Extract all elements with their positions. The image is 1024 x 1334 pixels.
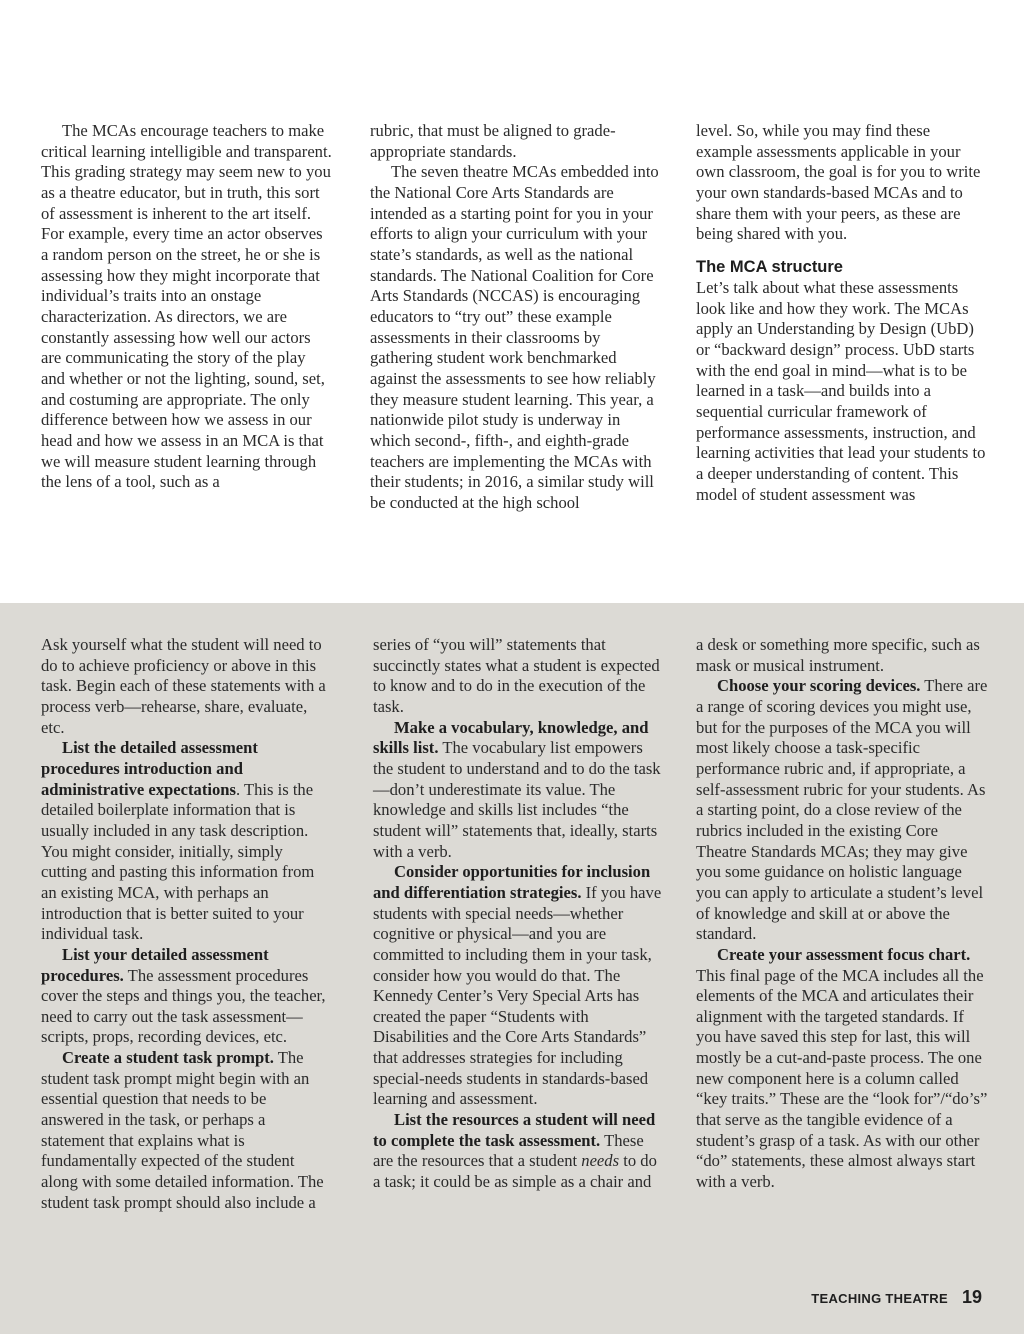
sidebar-paragraph: series of “you will” statements that succinctly states what a student is expected to know and to do in the execution of the task. <box>373 635 660 716</box>
step-text: . This is the detailed boilerplate information that is usually included in any task description. You might consider, initially, simply cutting and pasting this information from an existing MCA, with perhaps an introduction that is better suited to your individual task. <box>41 779 315 944</box>
step-heading: Consider opportunities for inclusion and differentiation strategies. <box>373 862 651 902</box>
section-heading: The MCA structure <box>696 257 843 276</box>
article-column-3 <box>696 121 988 505</box>
sidebar-paragraph <box>41 945 333 1048</box>
sidebar-paragraph <box>696 945 988 1193</box>
step-text: There are a range of scoring devices you might use, but for the purposes of the MCA you will most likely choose a task-specific performance rubric and, if appropriate, a self-assessment rubric for your students. As a starting point, do a close review of the rubrics included in the existing Core Theatre Standards MCAs; they may give you some guidance on holistic language you can apply to articulate a student’s level of knowledge and skill at or above the standard. <box>696 676 988 944</box>
step-text: This final page of the MCA includes all the elements of the MCA and articulates their alignment with the targeted standards. If you have saved this step for last, this will mostly be a cut-and-paste process. The one new component here is a column called “key traits.” These are the “look for”/“do’s” that serve as the tangible evidence of a student’s grasp of a task. As with our other “do” statements, these almost always start with a verb. <box>696 965 988 1192</box>
step-heading: List your detailed assessment procedures. <box>41 944 269 985</box>
step-text: The student task prompt might begin with an essential question that needs to be answered in the task, or perhaps a statement that explains what is fundamentally expected of the student along with some detailed information. The student task prompt should also include a <box>41 1048 324 1212</box>
step-heading: Make a vocabulary, knowledge, and skills list. <box>373 717 649 758</box>
sidebar-paragraph: a desk or something more specific, such as mask or musical instrument. <box>696 635 980 675</box>
article-paragraph: The MCAs encourage teachers to make critical learning intelligible and transparent. This grading strategy may seem new to you as a theatre educator, but in truth, this sort of assessment is inherent to the art itself. For example, every time an actor observes a random person on the street, he or she is assessing how they might incorporate that individual’s traits into an onstage characterization. As directors, we are constantly assessing how well our actors are communicating the story of the play and whether or not the lighting, sound, set, and costuming are appropriate. The only difference between how we assess in our head and how we assess in an MCA is that we will measure student learning through the lens of a tool, such as a <box>41 121 332 492</box>
sidebar-paragraph <box>373 862 665 1110</box>
step-heading: List the detailed assessment procedures introduction and administrative expectations <box>41 738 258 799</box>
sidebar-paragraph <box>41 738 333 945</box>
step-heading: Create your assessment focus chart. <box>717 944 971 964</box>
article-paragraph: Let’s talk about what these assessments look like and how they work. The MCAs apply an Understanding by Design (UbD) or “backward design” process. UbD starts with the end goal in mind—what is to be learned in a task—and builds into a sequential curricular framework of performance assessments, instruction, and learning activities that lead your students to a deeper understanding of content. This model of student assessment was <box>696 277 986 504</box>
emphasis-text: needs <box>581 1151 620 1171</box>
step-text: The vocabulary list empowers the student to understand and to do the task—don’t underestimate its value. The knowledge and skills list includes “the student will” statements that, ideally, starts with a verb. <box>373 738 661 861</box>
sidebar-paragraph: Ask yourself what the student will need to do to achieve proficiency or above in this task. Begin each of these statements with a process verb—rehearse, share, evaluate, etc. <box>41 635 326 737</box>
article-column-1 <box>41 121 333 493</box>
article-paragraph: rubric, that must be aligned to grade-appropriate standards. <box>370 121 616 161</box>
article-paragraph: The seven theatre MCAs embedded into the National Core Arts Standards are intended as a starting point for you in your efforts to align your curriculum with your state’s standards, as well as the national standards. The National Coalition for Core Arts Standards (NCCAS) is encouraging educators to “try out” these example assessments in their classrooms by gathering student work benchmarked against the assessments to see how reliably they measure student learning. This year, a nationwide pilot study is underway in which second-, fifth-, and eighth-grade teachers are implementing the MCAs with their students; in 2016, a similar study will be conducted at the high school <box>370 162 659 512</box>
sidebar-column-3 <box>696 635 988 1193</box>
sidebar-paragraph <box>373 1110 665 1193</box>
step-heading: Choose your scoring devices. <box>717 676 921 696</box>
magazine-name: TEACHING THEATRE <box>811 1291 948 1306</box>
article-column-2 <box>370 121 662 513</box>
step-heading: List the resources a student will need to complete the task assessment. <box>373 1110 656 1150</box>
article-paragraph: level. So, while you may find these example assessments applicable in your own classroom, the goal is for you to write your own standards-based MCAs and to share them with your peers, as these are being shared with you. <box>696 121 981 244</box>
step-text: These are the resources that a student <box>373 1130 644 1171</box>
step-text: If you have students with special needs—whether cognitive or physical—and you are committed to including them in your task, consider how you would do that. The Kennedy Center’s Very Special Arts has created the paper “Students with Disabilities and the Core Arts Standards” that addresses strategies for including special-needs students in standards-based learning and assessment. <box>373 882 662 1109</box>
page-footer <box>811 1287 982 1308</box>
sidebar-column-1 <box>41 635 333 1213</box>
sidebar-paragraph <box>373 718 665 863</box>
step-text: to do a task; it could be as simple as a chair and <box>373 1151 657 1192</box>
step-heading: Create a student task prompt. <box>62 1048 274 1068</box>
page-number: 19 <box>961 1287 982 1307</box>
step-text: The assessment procedures cover the steps and things you, the teacher, need to carry out the task assessment—scripts, props, recording devices, etc. <box>41 965 326 1047</box>
sidebar-paragraph <box>696 676 988 945</box>
sidebar-paragraph <box>41 1048 333 1213</box>
sidebar-column-2 <box>373 635 665 1193</box>
